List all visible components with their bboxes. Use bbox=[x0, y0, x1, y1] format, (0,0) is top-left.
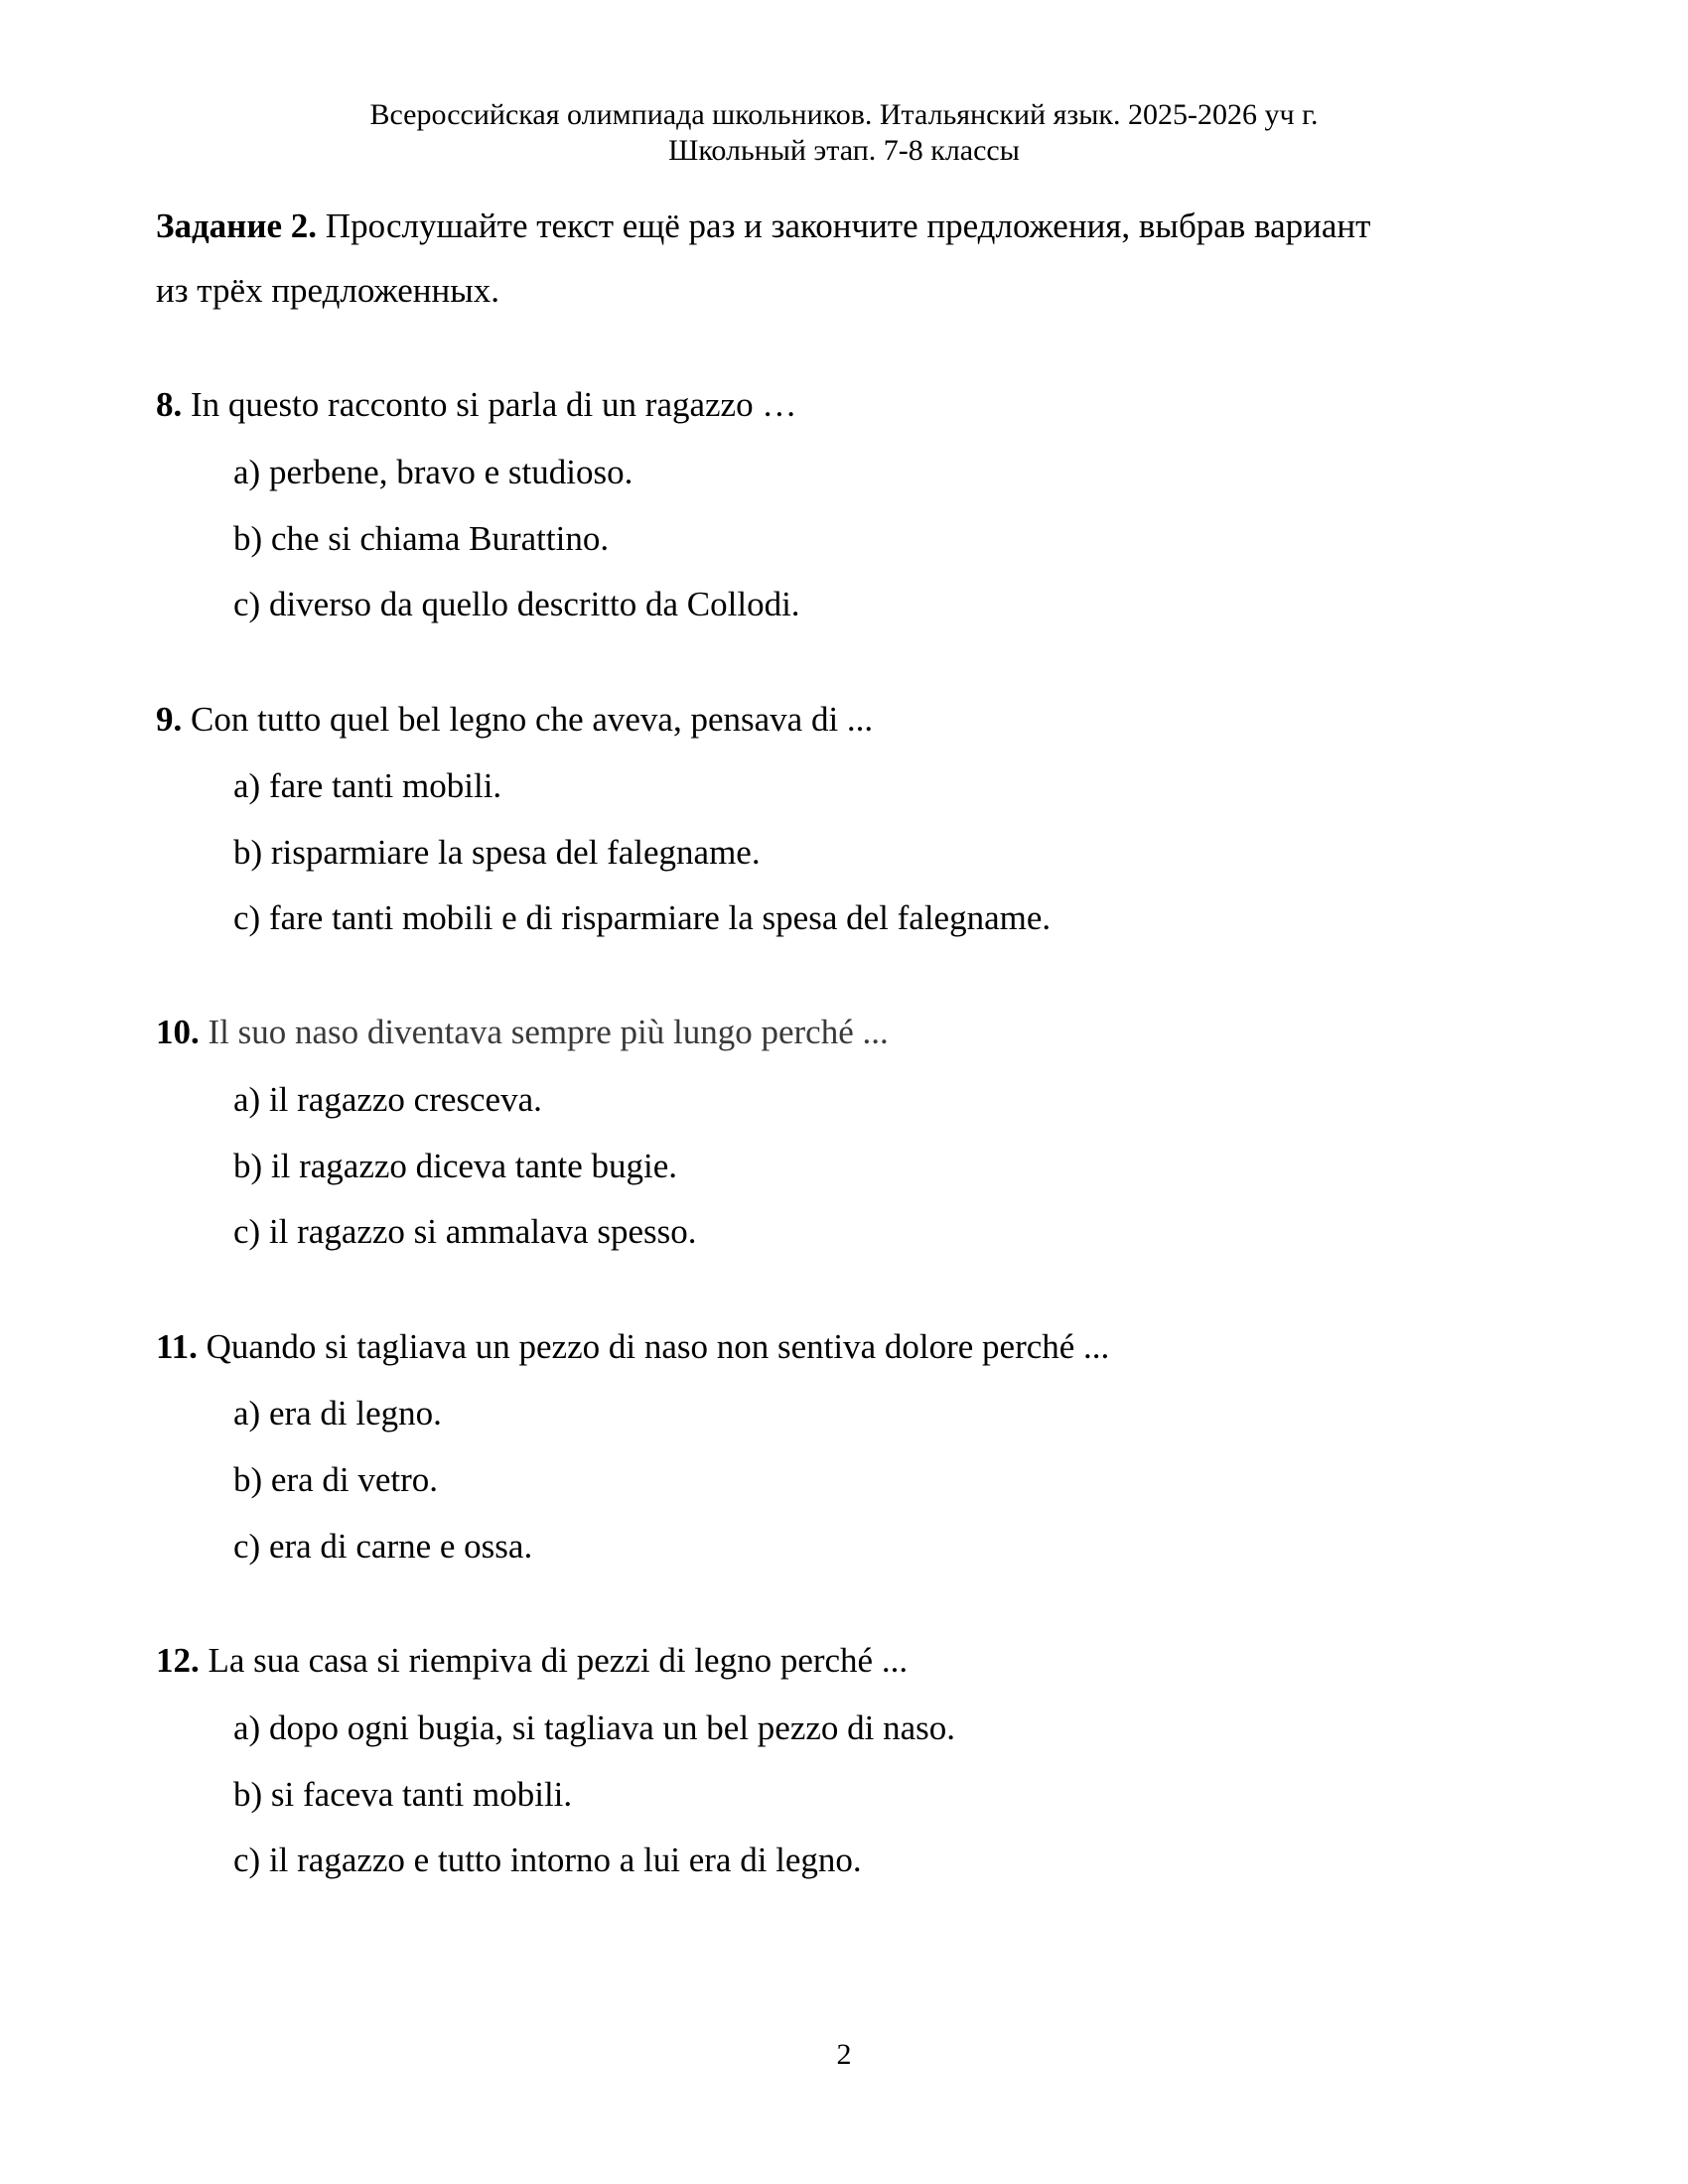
question-12-option-b: b) si faceva tanti mobili. bbox=[233, 1775, 573, 1814]
question-number: 8. bbox=[156, 385, 183, 424]
task-label: Задание 2. bbox=[156, 206, 318, 245]
question-8-option-a: a) perbene, bravo e studioso. bbox=[233, 453, 633, 491]
question-9-option-a: a) fare tanti mobili. bbox=[233, 766, 502, 805]
question-8 bbox=[156, 385, 796, 425]
question-text: La sua casa si riempiva di pezzi di legno perché ... bbox=[199, 1641, 909, 1680]
task-text: Прослушайте текст ещё раз и закончите предложения, выбрав вариант bbox=[317, 206, 1371, 245]
page-number: 2 bbox=[836, 2038, 852, 2071]
question-12 bbox=[156, 1641, 908, 1681]
question-text: In questo racconto si parla di un ragazzo … bbox=[182, 385, 797, 424]
question-11 bbox=[156, 1327, 1109, 1367]
question-11-option-c: c) era di carne e ossa. bbox=[233, 1527, 533, 1566]
question-number: 12. bbox=[156, 1641, 200, 1680]
header-line-2: Школьный этап. 7-8 классы bbox=[668, 134, 1020, 167]
question-9 bbox=[156, 700, 873, 740]
question-10 bbox=[156, 1013, 889, 1052]
question-12-option-c: c) il ragazzo e tutto intorno a lui era di legno. bbox=[233, 1841, 862, 1879]
question-text: Quando si tagliava un pezzo di naso non sentiva dolore perché ... bbox=[197, 1327, 1110, 1366]
task-instruction-line-1 bbox=[156, 206, 1370, 246]
question-text: Il suo naso diventava sempre più lungo perché ... bbox=[199, 1013, 889, 1051]
header-line-1: Всероссийская олимпиада школьников. Итальянский язык. 2025-2026 уч г. bbox=[369, 98, 1319, 131]
question-number: 10. bbox=[156, 1013, 200, 1051]
task-instruction-line-2: из трёх предложенных. bbox=[156, 271, 500, 310]
question-8-option-b: b) che si chiama Burattino. bbox=[233, 519, 610, 558]
question-11-option-a: a) era di legno. bbox=[233, 1394, 442, 1433]
question-11-option-b: b) era di vetro. bbox=[233, 1460, 439, 1499]
question-text: Con tutto quel bel legno che aveva, pensava di ... bbox=[182, 700, 874, 739]
question-9-option-b: b) risparmiare la spesa del falegname. bbox=[233, 833, 761, 872]
question-8-option-c: c) diverso da quello descritto da Collodi. bbox=[233, 585, 800, 623]
question-10-option-c: c) il ragazzo si ammalava spesso. bbox=[233, 1212, 697, 1251]
question-9-option-c: c) fare tanti mobili e di risparmiare la spesa del falegname. bbox=[233, 898, 1052, 937]
question-number: 9. bbox=[156, 700, 183, 739]
question-10-option-b: b) il ragazzo diceva tante bugie. bbox=[233, 1147, 678, 1185]
question-12-option-a: a) dopo ogni bugia, si tagliava un bel pezzo di naso. bbox=[233, 1708, 956, 1747]
question-10-option-a: a) il ragazzo cresceva. bbox=[233, 1080, 542, 1119]
question-number: 11. bbox=[156, 1327, 198, 1366]
